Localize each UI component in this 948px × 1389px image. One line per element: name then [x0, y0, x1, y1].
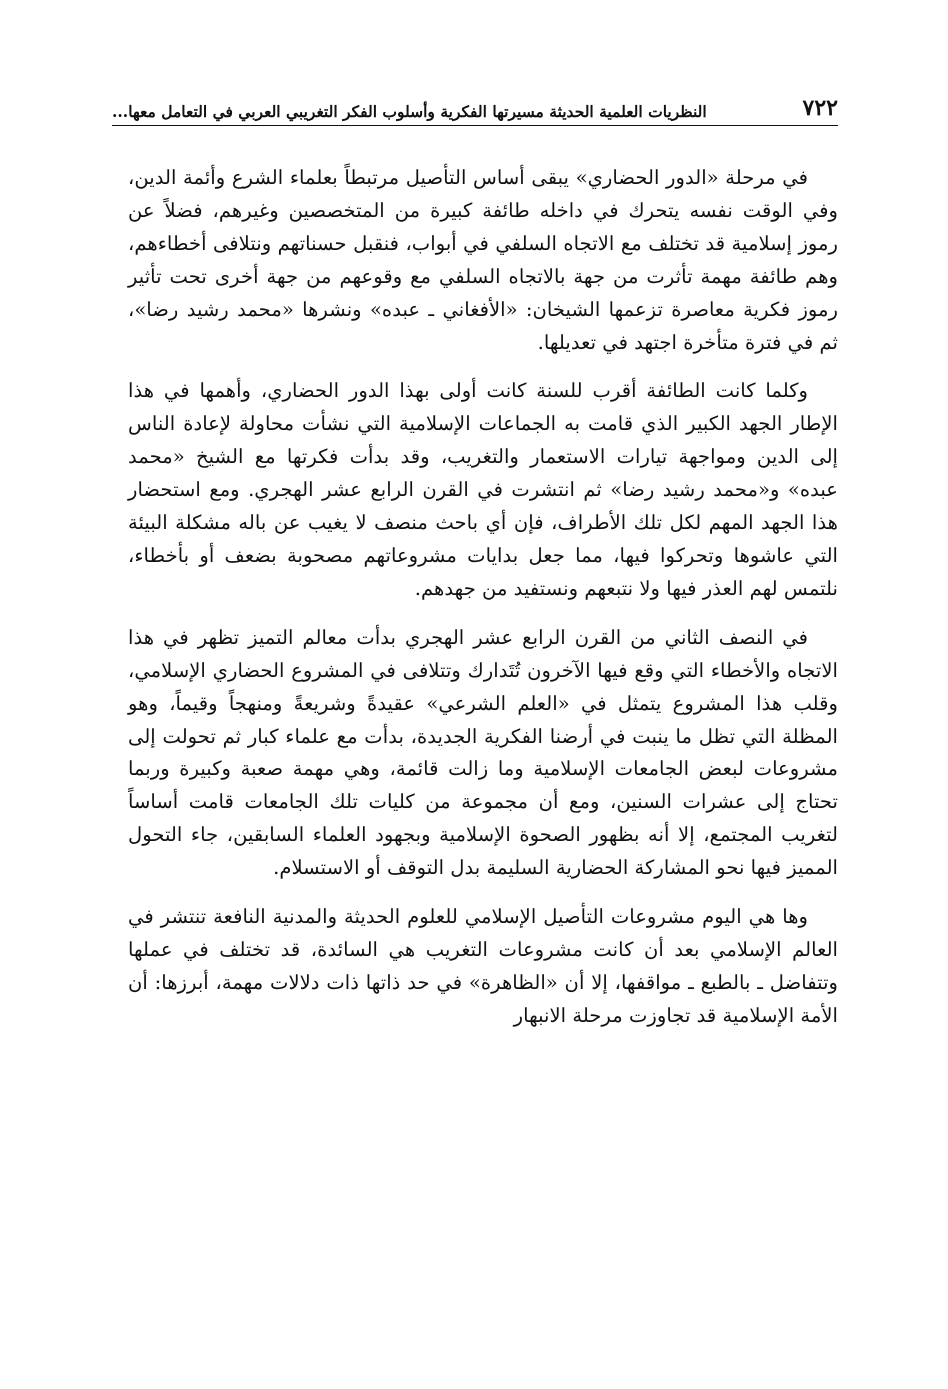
- paragraph-4: وها هي اليوم مشروعات التأصيل الإسلامي للعلوم الحديثة والمدنية النافعة تنتشر في العالم الإسلامي بعد أن كانت مشروعات التغريب هي السائدة، قد تختلف في عملها وتتفاضل ـ بالطبع ـ مواقفها، إلا أن «الظاهرة» في حد ذاتها ذات دلالات مهمة، أبرزها: أن الأمة الإسلامية قد تجاوزت مرحلة الانبهار: [128, 905, 838, 1027]
- running-header: [112, 92, 838, 126]
- paragraph-1: في مرحلة «الدور الحضاري» يبقى أساس التأصيل مرتبطاً بعلماء الشرع وأئمة الدين، وفي الوقت نفسه يتحرك في داخله طائفة كبيرة من المتخصصين وغيرهم، فضلاً عن رموز إسلامية قد تختلف مع الاتجاه السلفي في أبواب، فنقبل حسناتهم ونتلافى أخطاءهم، وهم طائفة مهمة تأثرت من جهة بالاتجاه السلفي مع وقوعهم من جهة أخرى تحت تأثير رموز فكرية معاصرة تزعمها الشيخان: «الأفغاني ـ عبده» ونشرها «محمد رشيد رضا»، ثم في فترة متأخرة اجتهد في تعديلها.: [128, 166, 838, 354]
- body-text: [128, 162, 838, 1033]
- running-title: النظريات العلمية الحديثة مسيرتها الفكرية وأسلوب الفكر التغريبي العربي في التعامل معها...: [112, 102, 707, 121]
- paragraph-3: في النصف الثاني من القرن الرابع عشر الهجري بدأت معالم التميز تظهر في هذا الاتجاه والأخطاء التي وقع فيها الآخرون تُتَدارك وتتلافى في المشروع الحضاري الإسلامي، وقلب هذا المشروع يتمثل في «العلم الشرعي» عقيدةً وشريعةً ومنهجاً وقيماً، وهو المظلة التي تظل ما ينبت في أرضنا الفكرية الجديدة، بدأت مع علماء كبار ثم تحولت إلى مشروعات لبعض الجامعات الإسلامية وما زالت قائمة، وهي مهمة صعبة وكبيرة وربما تحتاج إلى عشرات السنين، ومع أن مجموعة من كليات تلك الجامعات قامت أساساً لتغريب المجتمع، إلا أنه بظهور الصحوة الإسلامية وبجهود العلماء السابقين، جاء التحول المميز فيها نحو المشاركة الحضارية السليمة بدل التوقف أو الاستسلام.: [128, 625, 838, 880]
- paragraph-2: وكلما كانت الطائفة أقرب للسنة كانت أولى بهذا الدور الحضاري، وأهمها في هذا الإطار الجهد الكبير الذي قامت به الجماعات الإسلامية التي نشأت محاولة لإعادة الناس إلى الدين ومواجهة تيارات الاستعمار والتغريب، وقد بدأت فكرتها مع الشيخ «محمد عبده» و«محمد رشيد رضا» ثم انتشرت في القرن الرابع عشر الهجري. ومع استحضار هذا الجهد المهم لكل تلك الأطراف، فإن أي باحث منصف لا يغيب عن باله مشكلة البيئة التي عاشوها وتحركوا فيها، مما جعل بدايات مشروعاتهم مصحوبة بضعف أو بأخطاء، نلتمس لهم العذر فيها ولا نتبعهم ونستفيد من جهدهم.: [128, 379, 838, 600]
- page-number: ٧٢٢: [802, 95, 838, 121]
